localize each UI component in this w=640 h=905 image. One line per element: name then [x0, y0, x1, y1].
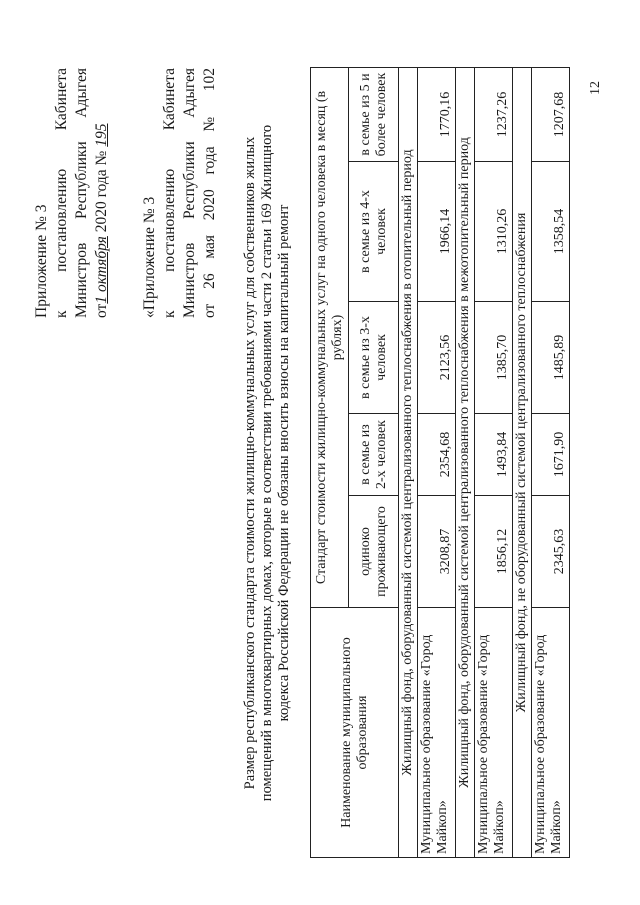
cell-value: 1856,12 [475, 496, 513, 608]
annex-decree-line: к постановлению Кабинета [53, 68, 70, 318]
cell-value: 1310,26 [475, 162, 513, 302]
cell-value: 1493,84 [475, 414, 513, 496]
annex-cabinet-line: Министров Республики Адыгея [73, 68, 90, 318]
annex-date-day-month: 1 октября [93, 236, 110, 304]
header-col-family-2: в семье из 2-х человек [349, 414, 399, 496]
annex-header-current [32, 68, 112, 318]
cell-value: 1966,14 [418, 162, 456, 302]
cell-value: 1671,90 [532, 414, 570, 496]
row-municipality-name: Муниципальное образование «Город Майкоп» [532, 608, 570, 858]
header-col-single: одиноко проживающего [349, 496, 399, 608]
section-title: Жилищный фонд, оборудованный системой централизованного теплоснабжения в межотопительный период [456, 68, 475, 858]
header-standard: Стандарт стоимости жилищно-коммунальных услуг на одного человека в месяц (в рублях) [311, 68, 349, 608]
cell-value: 2354,68 [418, 414, 456, 496]
cell-value: 2345,63 [532, 496, 570, 608]
annex-title: Приложение № 3 [33, 204, 50, 318]
title-line-1: Размер республиканского стандарта стоимости жилищно-коммунальных услуг для собственников жилых [242, 136, 258, 790]
cell-value: 1207,68 [532, 68, 570, 162]
row-municipality-name: Муниципальное образование «Город Майкоп» [418, 608, 456, 858]
cell-value: 2123,56 [418, 302, 456, 414]
section-title: Жилищный фонд, не оборудованный системой централизованного теплоснабжения [513, 68, 532, 858]
annex-date-line [92, 68, 112, 318]
page-number: 12 [588, 81, 603, 95]
annex-decree-number: 195 [93, 123, 110, 147]
section-title: Жилищный фонд, оборудованный системой централизованного теплоснабжения в отопительный период [399, 68, 418, 858]
row-municipality-name: Муниципальное образование «Город Майкоп» [475, 608, 513, 858]
header-col-family-4: в семье из 4-х человек [349, 162, 399, 302]
document-title [242, 68, 293, 858]
header-municipality: Наименование муниципального образования [311, 608, 399, 858]
title-line-3: кодекса Российской Федерации не обязаны вносить взносы на капитальный ремонт [276, 204, 292, 722]
rotated-page-content [32, 68, 592, 858]
prev-annex-decree-line: к постановлению Кабинета [161, 68, 178, 318]
cell-value: 3208,87 [418, 496, 456, 608]
cell-value: 1770,16 [418, 68, 456, 162]
annex-date-year: 2020 года № [93, 146, 110, 237]
annex-header-previous [140, 68, 220, 318]
prev-annex-cabinet-line: Министров Республики Адыгея [181, 68, 198, 318]
annex-date-prefix: от [93, 303, 110, 318]
cell-value: 1237,26 [475, 68, 513, 162]
cell-value: 1485,89 [532, 302, 570, 414]
header-col-family-5: в семье из 5 и более человек [349, 68, 399, 162]
standard-cost-table [310, 67, 570, 858]
cell-value: 1358,54 [532, 162, 570, 302]
prev-annex-date-line: от 26 мая 2020 года № 102 [201, 68, 218, 318]
header-col-family-3: в семье из 3-х человек [349, 302, 399, 414]
cell-value: 1385,70 [475, 302, 513, 414]
prev-annex-title: «Приложение № 3 [141, 196, 158, 318]
title-line-2: помещений в многоквартирных домах, которые в соответствии требованиями части 2 статьи 169 Жилищного [259, 124, 275, 802]
